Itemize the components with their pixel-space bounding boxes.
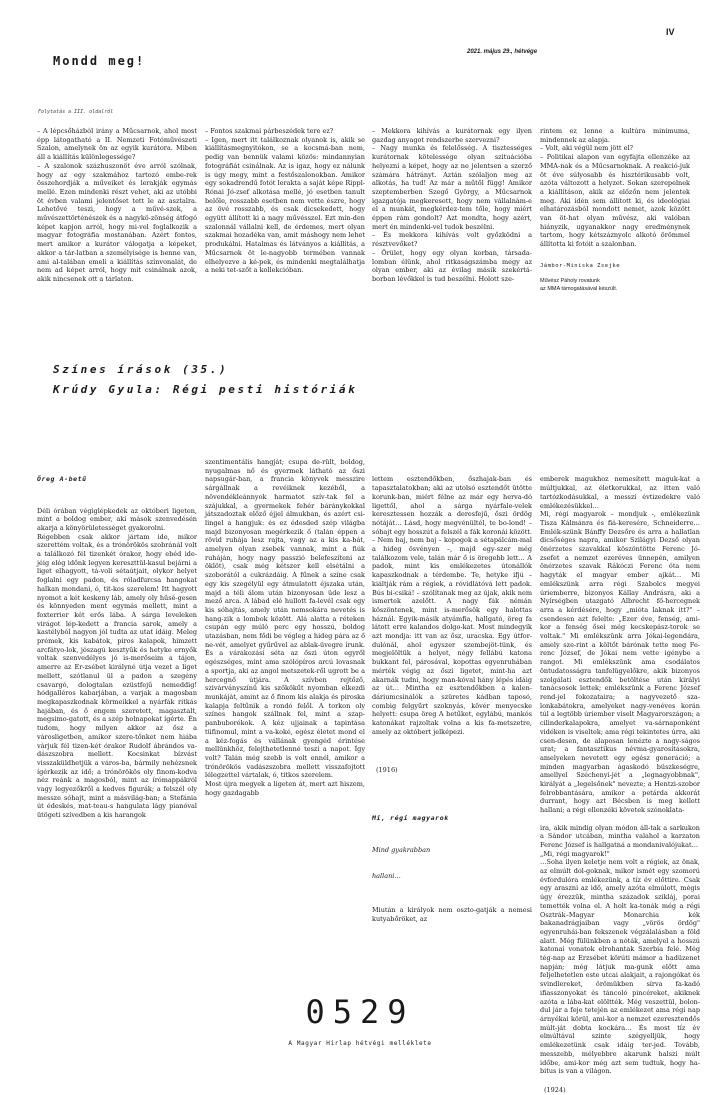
story-column-1 [37, 458, 197, 946]
interview-column-1: – A lépcsőházból irány a Műcsarnok, ahol most épp látogatható a II. Nemzeti Fotóművészeti Szalon, amelynek ön az egyik kurátora. Miben áll a kiállítás különlegessége? – A szalonok százhuszonöt éve arról szólnak, hogy az egy szakmához tartozó embe-rek összehordják a műveiket és lerakják egymás mellé. Ezen mindenki részt vehet, aki az utóbbi öt évben valami jelentőset tett le az asztalra. Lehetővé teszi, hogy a művé-szek, a művészettörténészek és a nagykö-zönség átfogó képet kapjon arról, hogy mi-vel foglalkozik a magyar fotográfia mostanában. Azért fontos, mert amikor a kurátor válogatja a képeket, akkor a tár-latban a személyisége is benne van, ami al-talában emeli a kiállítás színvonalát, de nem ad képet arról, hogy mit csinálnak azok, akik nincsenek ott a tárlaton. [37, 127, 197, 283]
sponsor-note-line-2: az MMA támogatásával készült. [540, 286, 618, 292]
story-column-4 [540, 458, 700, 1094]
sponsor-note-line-1: Művész Páholy rovatunk [540, 278, 600, 284]
story-subtitle-1: Öreg A-betű [37, 475, 87, 484]
story-column-3-text: lettem esztendőkben, őszhajak-ban és tapasztalatokban; aki az utolsó esztendőt ütötte korunk-ban, miért félne az már egy herva-dó ligettől, ahol a sárga nyárfale-velek keresztessen hozzák a deresfejű, őszi ördög nótáját… Lásd, hogy megvénültél, te bo-lond! – sóhajt egy hosszút a felszél a fák koronái között. – Nem baj, nem baj – kopogok a sétapálcám-mal a hideg ösvényen –, majd egy-szer még találkozom vele, talán már ő is öregebb lett… A padok, mint kis emlékezetes útonállók kapaszkodnak a térdembe. Te, hetyke ifjú – kiáltják rám a régiek, a róvidlátóvá lett padok. Bús bi-csiká! – szólítanak meg az újak, akik nem ismertek azelőtt. A nagy fák némán köszöntenek, mint is-merősök egy halottas háznál. Egyik-másik atyámfia, hallgató, öreg fa látott erre kalandos dolgo-kat. Most mindegyik azt mondja: itt van az ősz, uracska. Egy útfor-dulónál, ahol egyszer szembejöt-tünk, és megjelöltük a helyet, négy fellábú katona bukkant fel, párosával, kopottas egyenruhában mérték végig az őszi ligetet, mint-ha azt akarnák tudni, hogy man-kóval hány lépés idáig az út… Mintha ez esztendőkben a kalen-dáriumcsinálók a szüretes kádban taposó, combig felgyűrt szoknyás, kövér menyecske helyett: csupa öreg A betűket, egylábú, mankós katonákat rajzoltak volna a kis fa-metszetre, amely az októbert jelképezi. [372, 475, 535, 736]
story-column-1-text: Déli órában végiglépkedek az októberi ligeten, mint a boldog ember, aki mások szenvedésén akarja a könyörületességet gyakorolni. Régebben csak akkor jártam ide, mikor szerettém voltak, és a trónörökös szobránál volt a találkozó fél tizenkét órakor, hogy ebéd ide-jéig elég időnk legyen kereszttül-kasul bejárni a liget elhagyott, tá-voli sétaútjait, olykor helyet foglalni egy padon, és róladfurcsa hangokat halkan mondani, ó, tit-kos szerelem! Itt hagyott nyomot a két keskeny láb, amely oly hűsé-gesen és könnyeden ment egymás mellett, mint a foxterrier két erős lába. A sárga leveleken virágot lép-kedett a francia sarok, amely a kastélyból nagyon jól tudta az utat idáig. Meleg prémek, kis kabátok, piros kalapok, himzett arcfátyo-lok, jószagú kesztyűk és hetyke ernyők voltak szenvedélyes jó is-merőseim a tájon, amerre az Er-zsébet királyné útja vezet a liget mellett, szótlanul ül a padon a szegény csavargó, dologtalan ezüstfejű nemeddig! hódgalléros kabarjában, a varjak a magosban megkapaszkodnak körmeikkel a nyárfák ritkás hajában, és ő engem szeretett, magasztalt, megsimo-gatott, és a szép holnapokat ígérte. Én tudom, hogy milyen akkor az ősz a városligetben, amikor szere-tőnket nem hiába várjuk fél tizen-két órakor Rudolf ábrándos va-dászszobra mellett. Kocsinkat bízvást visszaküldhetjük a város-ba, bármily nehézsnek ígérkezik az idő; a trónörökös oly finom-kodva néz reánk a magosból, mint az írómappákról vagy legyezőkről a kedves figurák; a felszél oly messze sóhajt, mint a másvilág-ban; a Stefánia út édeskés, mat-teau-s hangulata lágy pianóval ütögeti szívedben a kis harangok [37, 506, 197, 820]
story-quote-line-1: Mind gyakrabban [372, 846, 431, 855]
footer-issue-number: 0529 [305, 993, 415, 1031]
story-year-1: (1916) [376, 765, 398, 774]
story-year-2: (1924) [544, 1085, 566, 1094]
story-column-4-text: emberek magukhoz nemesített maguk-kat a múltjukkal, az életkorukkal, az itten való tartózkodásukkal, a messzi évtizedekre való emlékezésükkel… Mi, régi magyarok – mondjuk -, emlékezünk Tisza Kálmánra és fiá-keresére, Schneiderre… Emlék-szünk Bánffy Dezsőre és arra a hallatlan dicsőséges napra, amikor Szilágyi Dezső olyan önérzetes szavakkal köszöntötte Ferenc Jó-zsefet a nemzet ezeréves ünnepén, amilyen önérzetes szavak Rákóczi Ferenc óta nem hagyták el magyar ember ajkát… Mi emlékszünk arra régi Szabolcs megyei úriemberre, bizonyos Kállay Andrásra, aki a Nyírségben utazgató Albrecht fő-hercegnek arra a kérdésére, hogy „mióta laknak itt?" – csendesen azt felelte: „Ezer éve, fenség, ami-kor a fenség ősei még kecskepász-torok se voltak." Mi emlékszünk arra Jókai-legendára, amely sze-rint a költőt bárónak tette meg Fe-renc József, de Jókai nem vette igénybe a rangot. Mi emlékszünk ama csodálatos öntudatosságra tanfelügyelőkre, akik bizonyos szolgálati esztendők betöltése után királyi tanácsosok lettek; emlékszünk a Ferenc József rend-jel fokozataira; a nagyvezető sza-lonkabátokra, amelyeket nagy-venéves korán túl a legtöbb úriember viselt Magyarországon; a cilinderkalapokra, amelyet va-sárnaponként vidéken is viseltek; ama régi tekintetes úrra, aki csen-desen, de alaposan lenézte a nagy-ságos urat; a fantasztikus névma-gyarosításokra, amelyeken nevetett egy egész generáció; a minden magyarban ágaskodó büszkeségre, amellyel Széchenyi-jét a „legnagyobbnak", királyát a „legelsőnek" nevezte; a Hentzi-szobor felrobbantására, amikor a petárda akkorát durrant, hogy azt Bécsben is meg kellett hallani; a régi ellenzéki követek szónoklata- [540, 475, 700, 815]
footer-text: A Magyar Hírlap hétvégi melléklete [288, 1040, 432, 1047]
story-column-2: szentimentális hangját; csupa de-rült, boldog, nyugalmas nő és gyermek látható az őszi napsugár-ban, a francia könyvek messzire sárgállnak a revéiknek kezéből, a növendékleánnyok harmatot szív-tak fel a szájukkal, a gyermekek fehér báránykokkal játszadoztak előző éjjel álmukban, és azért csi-lingel a hangjuk: és ez édesded szép világba majd bizonyosan megérkezik ő (talán éppen a rövid ruhája lesz rajta, vagy az a kis ka-bát, amelyen olyan zsebek vannak, mint a fiúk ruháján, hogy nagy passzió belefeszíteni az öklöt), csak még kétszer kell elsétálni a szoborától a cukrázdáig. A fűnek a színe csak egy kis szegélyül egy átmulatott éjszaka után, majd a téli álom után bizonyosan üde lesz a mező arca. A lábad elé hullott fa-levél csak egy kis sóhajtás, amely után nemsokára nevetés is hang-zik a lombok között. Alá alatta a réteken csupán egy múló perc egy hosszú, boldog utazásban, nem fődi be végleg a hideg pára az ő ne-vét, amelyet gyűrűvel az ablak-üvegre írunk. És a várakozási séta az őszi úton egyről egészséges, mint ama szólópíros arcú lovasnak a sportja, aki az angol metszetek-ről ugrott be a hercegnő útjára. A szívben rejtőző, szivárványszínű kis szőkökűt nyomban elkezdi munkáját, amint az ő finom kis alakja és piroska kalapja feltűnik a rondó felől. A torkon oly színes hangok szállnak fel, mint a szap-panbuborékok. A kéz ujjainak a tapintása tüfinomul, mint a va-koké, egész életet mond el a kéz-fogás és vállának gyengéd érintése mellünkhöz, felejthetetlenné teszi a napot. Így volt? Talán még szebb is volt ennél, amikor a trónörökös vadászszobra mellett visszafojtott lélegzettel vártalak, ó, titkos szerelem. Most újra megyek a ligeten át, mert azt hiszem, hogy gazdagabb [205, 458, 365, 797]
interview-column-3: – Mekkora kihívás a kurátornak egy ilyen gazdag anyagot rendszerbe szervezni? – Nagy munka és felelősség. A tisztességes kurátornak kötelessége olyan szituációba helyezni a képet, hogy az ne jelentsen a szerző számára hátrányt. Aztán szólaljon meg az alkotás, ha tud! Az már a műtől függ! Amikor szeptemberben Szegő György, a Műcsarnok igazgatója megkeresett, hogy nem vállalnám-e el a munkát, megkérdez-tem tőle, hogy miért éppen rám gondolt? Azt mondta, hogy azért, mert én mindenki-vel tudok beszélni. – És mekkora kihívás volt győzködni a résztvevőket? – Őrület, hogy egy olyan korban, társada-lomban élünk, ahol ritkaságszámba megy az olyan ember, aki az évilag másik szekértá-borban lévőkkel is tud beszélni. Holott sze- [372, 127, 532, 283]
issue-date: 2021. május 29., hétvége [467, 49, 538, 55]
story-quote-line-2: hallani… [372, 872, 401, 881]
continued-note: Folytatás a III. oldalról [38, 109, 114, 115]
story-column-3 [372, 458, 535, 946]
interview-author: Jámbor-Miniska Zsejke [540, 263, 621, 269]
series-title: Színes írások (35.) [53, 363, 229, 376]
story-column-4-text-b: ira, akik mindig olyan módon áll-tak a sarkukon a Sándor utcában, mintha valahol a karzaton Ferenc József is hallgatná a mondanivalójukat… „Mi, régi magyarok!" …Soha ilyen keletje nem volt a régiek, az önak, az elmúlt dol-goknak, mikor ismét egy szomorú évfordulóra emlékezünk, a tíz év előttire. Csak egy araszni az idő, amely azóta elmúlott, mégis úgy érezzük, mintha századok szikláj, porai temették volna el. A holt ka-tonák még a régi Osztrák–Magyar Monarchia kék bakanadrágjaiban vagy „vörös ördög" egyenruhái-ban fekszenek végzálalásban a föld alatt. Még fülünkben a nóták, amelyel a hosszú katonai vonatok elrohantak Szerbia felé. Még tég-nap az Erzsébet körúti mámor a hadüzenet napján; még látjuk ma-gunk előtt ama feljelhetetlen este utcai alakjait, a rajongókat és svindlereket, örömükben sírva fa-kadó ifiasszonyokat és táncoló pincéreket, akiknek azóta a lába-kat elöltték. Még veszettül, bolon-dul jár a feje tetején az emlékezet ama régi nap árnyékai körül, ami-kor a nemzet ezeresztendős múlt-ját dobta kockára… És most tíz év elmúltával szinte szégyelljük, hogy emlékezetünk csak idáig ter-jed. Tovább, messzebb, mélyebbre akarunk halszi múlt időbe, ami-kor még azt sem tudtuk, hogy ha-bitus is van a világon. [540, 823, 700, 1076]
interview-title: Mondd meg! [53, 54, 146, 68]
story-column-3-text-b: Miután a királyok nem oszto-gatják a nemesi kutyabőröket, az [372, 906, 535, 924]
story-subtitle-2: Mi, régi magyarok [372, 814, 449, 823]
interview-column-4: rintem ez lenne a kultúra minimuma, mindennek az alapja. – Volt, aki végül nem jött el? – Politikai alapon van egyfajta ellenzéke az MMA-nak és a Műcsarnoknak. A reakció-juk öt éve súlyosabb és hisztérikusabb volt, azóta változott a helyzet. Sokan szerepelnek a kiállításon, akik az előzőn nem jelentek meg. Aki idén sem állított ki, és ideológiai elhatározásból mondott nemet, azok között van öt-hat olyan művész, aki valóban hiányzik, ugyanakkor nagy eredménynek tartom, hogy kétszáznyolc alkotó örömmel állította ki fotóit a szalonban. [540, 127, 690, 249]
page-number: IV [666, 27, 675, 37]
interview-column-2: – Fontos szakmai párbeszédek tere ez? – Igen, mert itt találkoznak olyanok is, akik se kiállításmegnyitókon, se a kocsmá-ban nem, pedig van bennük valami közös: mindannyian fotográfiát csinálnak. Az is igaz, hogy ez nálunk is úgy megy, mint a festőszalonokban. Amikor egy sokadrendű fotót lerakta a saját képe Rippl-Rónai Jó-zsef alkotása mellé, jó esetben tanult belőle, rosszabb esetben nem vette észre, hogy az övé rosszabb, és csak dicsekedett, hogy együtt állított ki a nagy művésszel. Ezt min-den szalonnál vállalni kell, de érdemes, mert olyan szakmai hozadéka van, amit máshogy nem lehet produkálni. Hatalmas és látványos a kiállítás, a Műcsarnok öt le-nagyobb termében vannak elhelyezve a ké-pek, és mindenki megtalálhatja a neki tet-szőt a kollekcióban. [205, 127, 365, 275]
story-title: Krúdy Gyula: Régi pesti históriák [53, 383, 358, 396]
story-column-4-anchor [540, 458, 541, 459]
